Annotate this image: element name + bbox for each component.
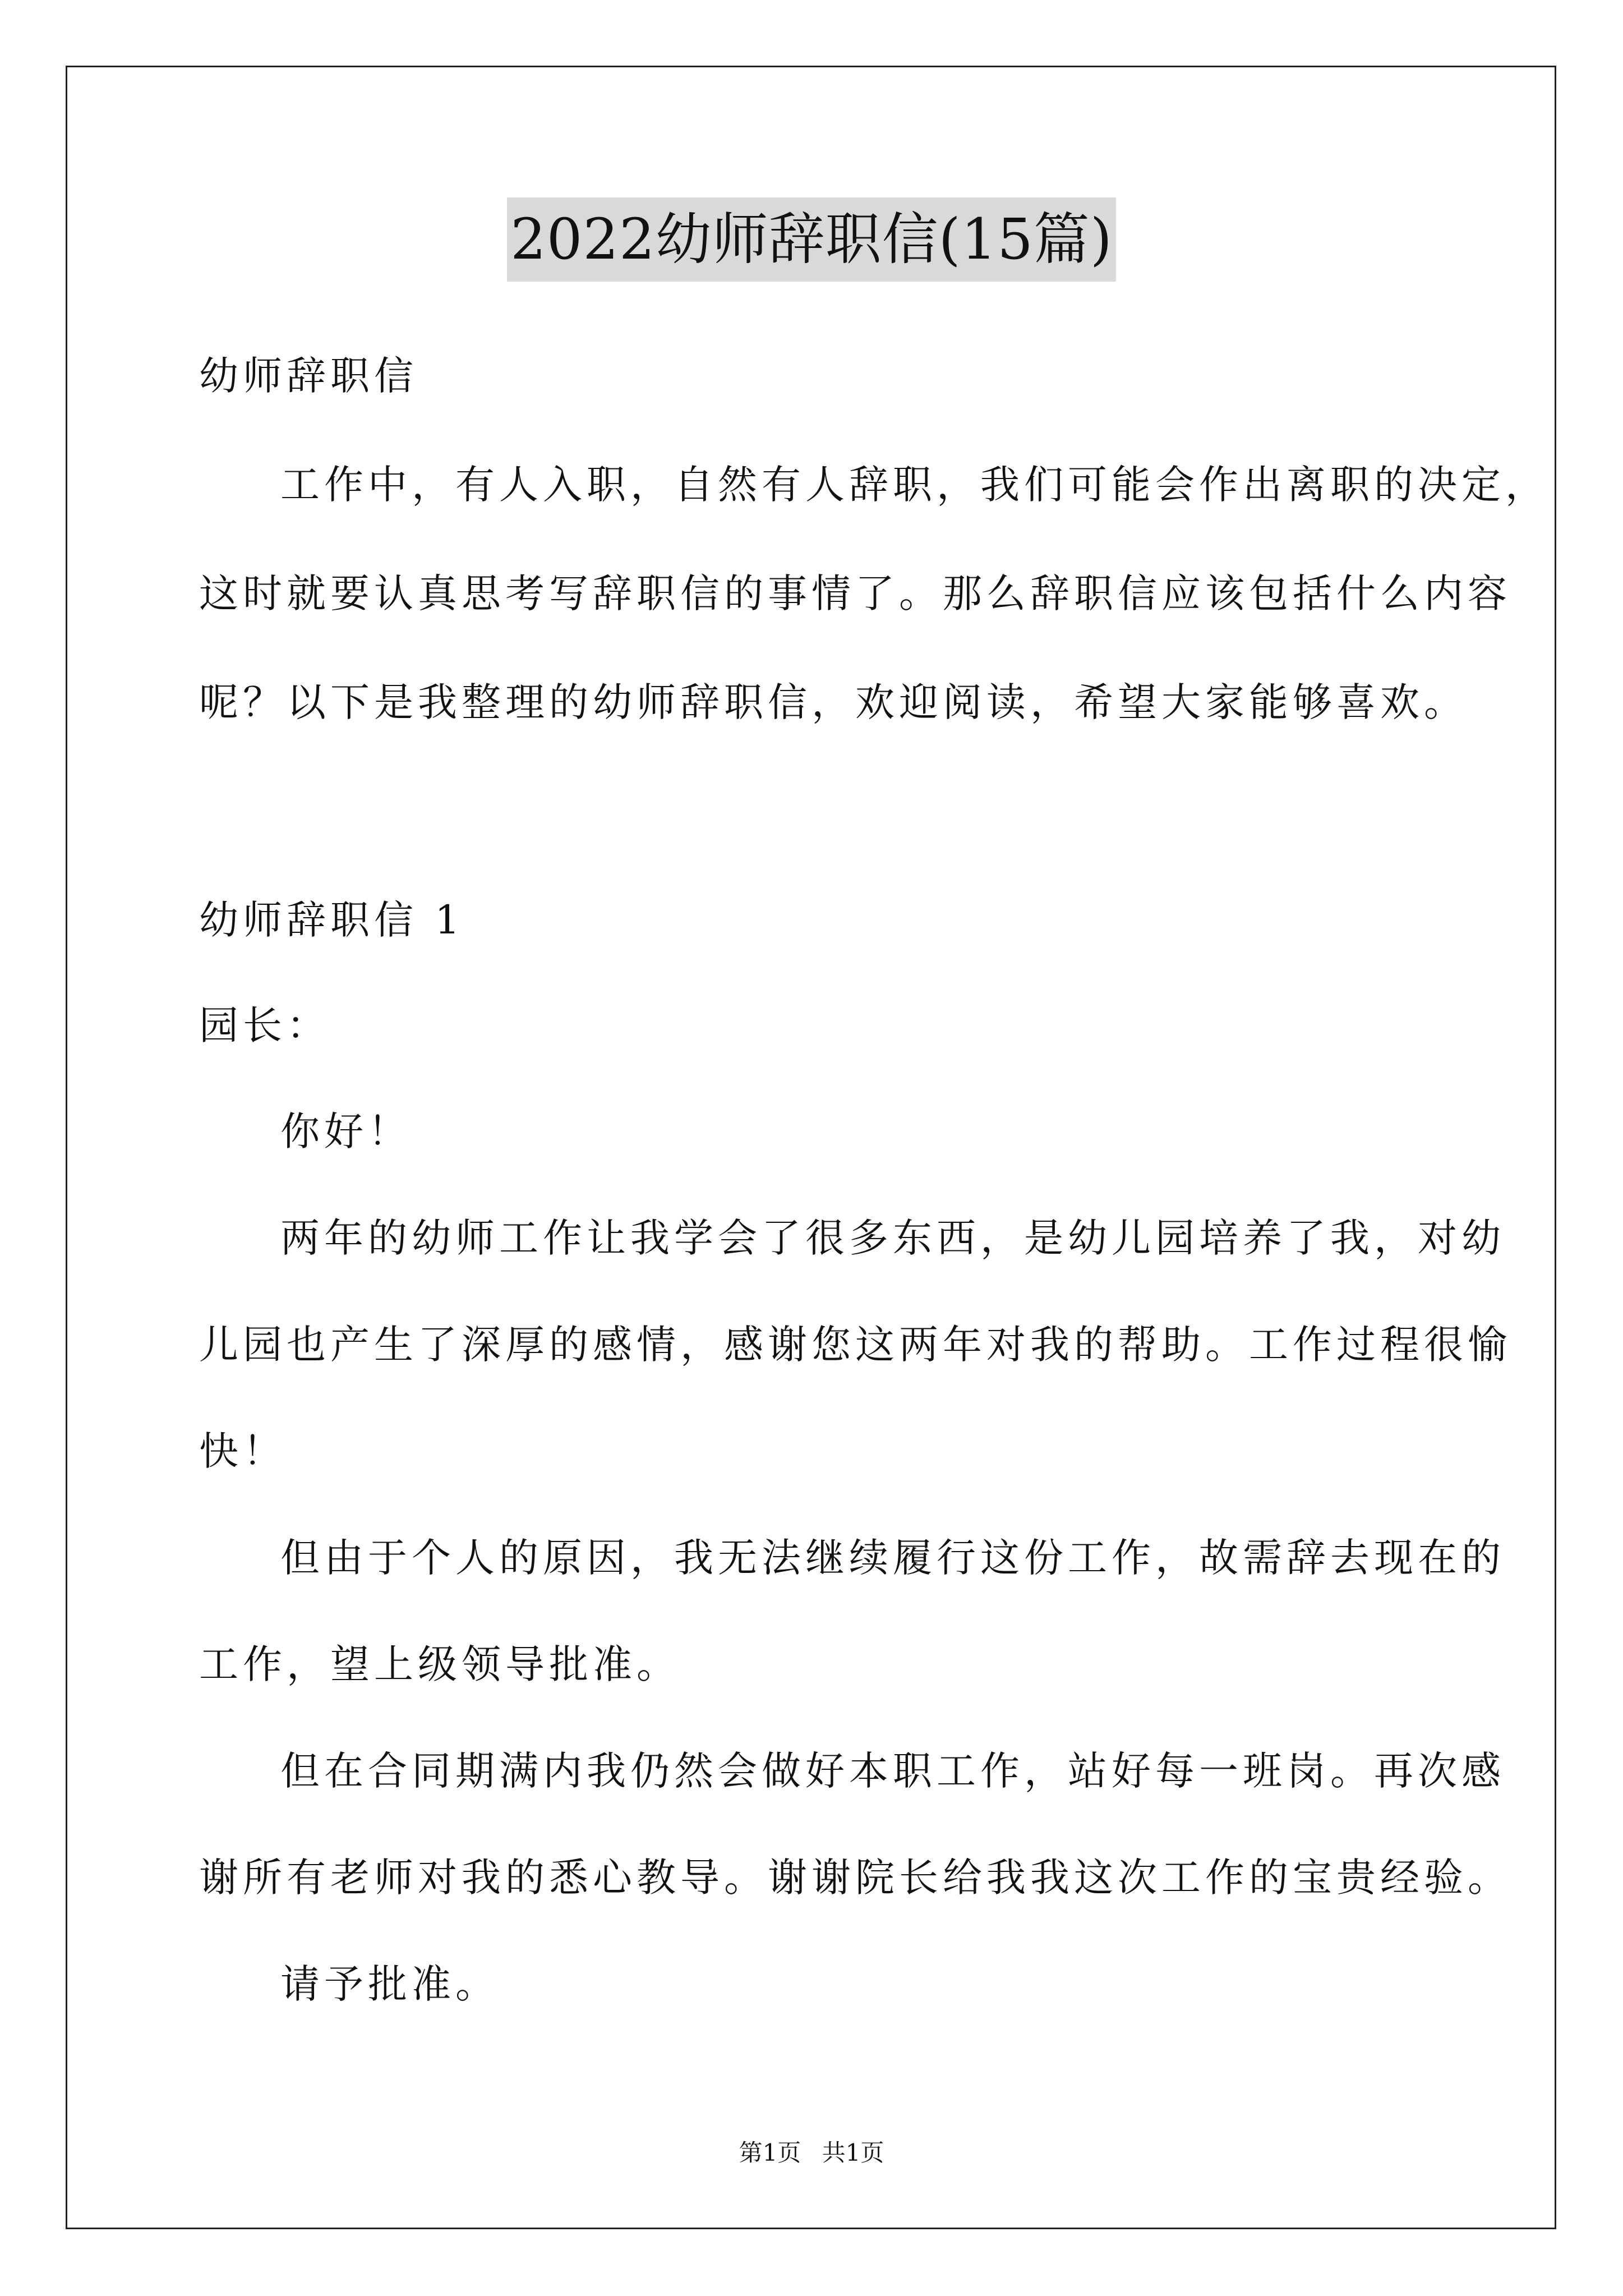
letter-heading: 幼师辞职信 1 <box>199 897 464 943</box>
page-footer <box>0 2136 1623 2170</box>
paragraph-line: 工作中，有人入职，自然有人辞职，我们可能会作出离职的决定， <box>280 462 1549 508</box>
paragraph-line: 这时就要认真思考写辞职信的事情了。那么辞职信应该包括什么内容 <box>199 570 1511 616</box>
page-total: 共1页 <box>822 2139 884 2166</box>
section-heading: 幼师辞职信 <box>199 353 418 399</box>
paragraph-line: 呢？以下是我整理的幼师辞职信，欢迎阅读，希望大家能够喜欢。 <box>199 679 1468 725</box>
document-title: 2022幼师辞职信(15篇) <box>507 197 1116 282</box>
paragraph-line: 但在合同期满内我仍然会做好本职工作，站好每一班岗。再次感 <box>280 1748 1505 1794</box>
greeting: 你好！ <box>280 1108 412 1154</box>
closing-line: 请予批准。 <box>280 1961 499 2007</box>
paragraph-line: 但由于个人的原因，我无法继续履行这份工作，故需辞去现在的 <box>280 1535 1505 1581</box>
salutation: 园长： <box>199 1002 330 1048</box>
paragraph-line: 工作，望上级领导批准。 <box>199 1641 680 1687</box>
paragraph-line: 两年的幼师工作让我学会了很多东西，是幼儿园培养了我，对幼 <box>280 1215 1505 1261</box>
paragraph-line: 谢所有老师对我的悉心教导。谢谢院长给我我这次工作的宝贵经验。 <box>199 1855 1511 1901</box>
title-container <box>0 197 1623 282</box>
paragraph-line: 快！ <box>199 1428 287 1474</box>
page-number: 第1页 <box>739 2139 801 2166</box>
paragraph-line: 儿园也产生了深厚的感情，感谢您这两年对我的帮助。工作过程很愉 <box>199 1322 1511 1368</box>
